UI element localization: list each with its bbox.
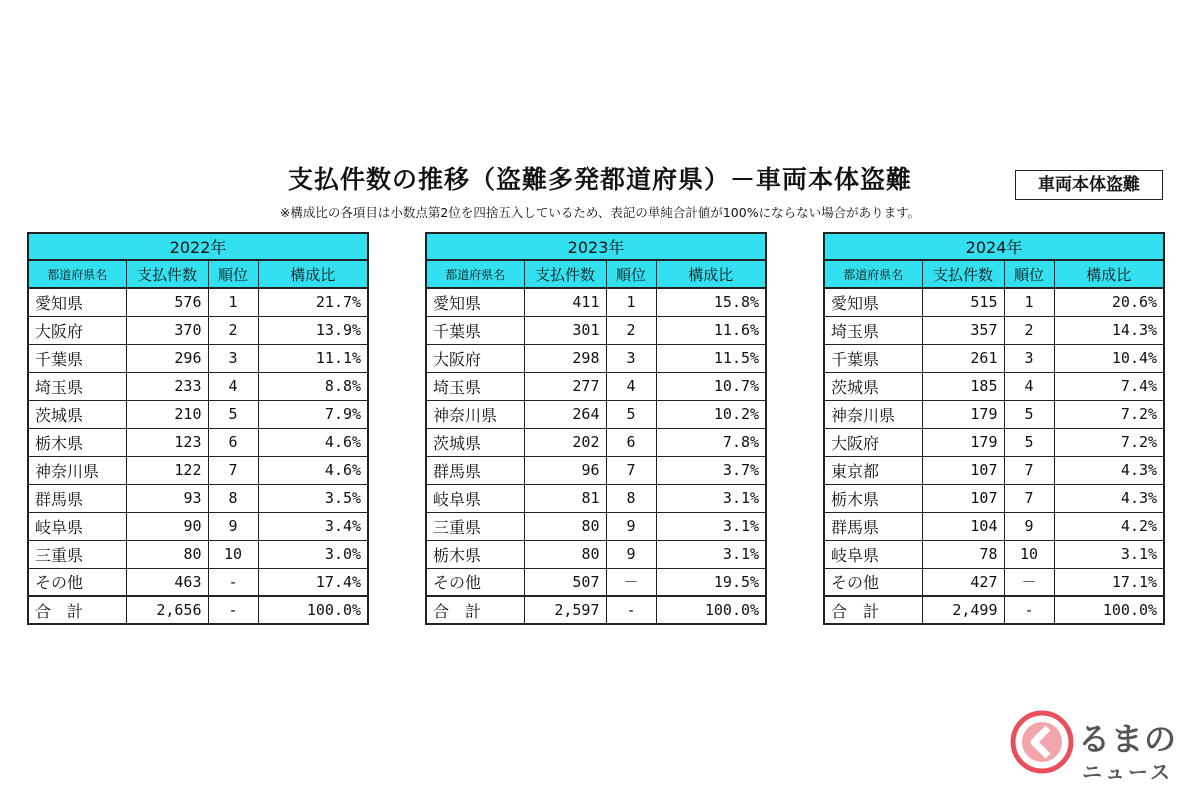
cell-count: 90 xyxy=(126,512,208,540)
cell-count: 104 xyxy=(922,512,1004,540)
cell-rank: 9 xyxy=(606,540,656,568)
cell-count: 264 xyxy=(524,400,606,428)
column-header-ratio: 構成比 xyxy=(656,260,766,288)
cell-rank: 3 xyxy=(606,344,656,372)
column-header-pref: 都道府県名 xyxy=(28,260,126,288)
cell-pref: 愛知県 xyxy=(426,288,524,316)
table-row xyxy=(824,540,1164,568)
table-row xyxy=(824,316,1164,344)
cell-ratio: 15.8% xyxy=(656,288,766,316)
cell-pref: 栃木県 xyxy=(824,484,922,512)
cell-pref: 茨城県 xyxy=(28,400,126,428)
cell-ratio: 20.6% xyxy=(1054,288,1164,316)
table-row xyxy=(28,568,368,596)
year-table-0 xyxy=(27,232,369,625)
cell-ratio: 17.4% xyxy=(258,568,368,596)
logo-text-bottom: ニュース xyxy=(1082,760,1173,784)
cell-count: 80 xyxy=(524,540,606,568)
cell-rank: 7 xyxy=(606,456,656,484)
cell-ratio: 19.5% xyxy=(656,568,766,596)
cell-rank: 1 xyxy=(606,288,656,316)
table-row xyxy=(28,540,368,568)
table-row xyxy=(426,400,766,428)
cell-count: 2,597 xyxy=(524,596,606,624)
total-row xyxy=(28,596,368,624)
cell-pref: 千葉県 xyxy=(426,316,524,344)
table-row xyxy=(28,400,368,428)
cell-ratio: 3.1% xyxy=(656,540,766,568)
cell-count: 301 xyxy=(524,316,606,344)
cell-count: 2,656 xyxy=(126,596,208,624)
cell-count: 80 xyxy=(524,512,606,540)
table-row xyxy=(824,484,1164,512)
cell-pref: 愛知県 xyxy=(824,288,922,316)
cell-pref: 合 計 xyxy=(28,596,126,624)
cell-pref: 合 計 xyxy=(824,596,922,624)
cell-count: 515 xyxy=(922,288,1004,316)
table-row xyxy=(426,512,766,540)
table-row xyxy=(426,288,766,316)
cell-rank: - xyxy=(1004,596,1054,624)
cell-count: 107 xyxy=(922,456,1004,484)
table-row xyxy=(28,512,368,540)
table-row xyxy=(28,428,368,456)
cell-pref: 群馬県 xyxy=(824,512,922,540)
cell-pref: 神奈川県 xyxy=(28,456,126,484)
cell-count: 96 xyxy=(524,456,606,484)
cell-ratio: 7.9% xyxy=(258,400,368,428)
cell-ratio: 10.2% xyxy=(656,400,766,428)
table-row xyxy=(426,456,766,484)
cell-count: 296 xyxy=(126,344,208,372)
cell-count: 80 xyxy=(126,540,208,568)
cell-count: 81 xyxy=(524,484,606,512)
cell-ratio: 17.1% xyxy=(1054,568,1164,596)
cell-count: 179 xyxy=(922,400,1004,428)
cell-rank: - xyxy=(606,596,656,624)
cell-pref: その他 xyxy=(28,568,126,596)
cell-count: 78 xyxy=(922,540,1004,568)
cell-ratio: 4.6% xyxy=(258,456,368,484)
column-header-pref: 都道府県名 xyxy=(426,260,524,288)
cell-rank: 5 xyxy=(1004,428,1054,456)
cell-rank: 7 xyxy=(208,456,258,484)
cell-ratio: 3.1% xyxy=(656,512,766,540)
table-row xyxy=(824,512,1164,540)
cell-ratio: 13.9% xyxy=(258,316,368,344)
cell-rank: － xyxy=(606,568,656,596)
page-title: 支払件数の推移（盗難多発都道府県）－車両本体盗難 xyxy=(287,165,912,194)
cell-pref: 大阪府 xyxy=(426,344,524,372)
cell-count: 277 xyxy=(524,372,606,400)
cell-ratio: 10.7% xyxy=(656,372,766,400)
cell-pref: 岐阜県 xyxy=(28,512,126,540)
year-table-2 xyxy=(823,232,1165,625)
cell-rank: 4 xyxy=(208,372,258,400)
year-header: 2023年 xyxy=(426,233,766,260)
cell-rank: 1 xyxy=(208,288,258,316)
column-header-rank: 順位 xyxy=(1004,260,1054,288)
cell-rank: 9 xyxy=(1004,512,1054,540)
cell-ratio: 11.5% xyxy=(656,344,766,372)
cell-count: 411 xyxy=(524,288,606,316)
cell-count: 298 xyxy=(524,344,606,372)
table-row xyxy=(426,484,766,512)
cell-count: 122 xyxy=(126,456,208,484)
cell-rank: 9 xyxy=(606,512,656,540)
cell-ratio: 4.2% xyxy=(1054,512,1164,540)
cell-pref: 三重県 xyxy=(28,540,126,568)
cell-count: 179 xyxy=(922,428,1004,456)
table-row xyxy=(426,316,766,344)
table-row xyxy=(426,568,766,596)
cell-rank: 1 xyxy=(1004,288,1054,316)
cell-count: 370 xyxy=(126,316,208,344)
cell-ratio: 3.4% xyxy=(258,512,368,540)
cell-rank: 7 xyxy=(1004,456,1054,484)
table-row xyxy=(28,372,368,400)
table-row xyxy=(28,288,368,316)
cell-count: 185 xyxy=(922,372,1004,400)
cell-count: 210 xyxy=(126,400,208,428)
cell-rank: - xyxy=(208,596,258,624)
cell-rank: 4 xyxy=(606,372,656,400)
cell-pref: 東京都 xyxy=(824,456,922,484)
table-row xyxy=(824,344,1164,372)
cell-pref: 埼玉県 xyxy=(28,372,126,400)
table-row xyxy=(28,344,368,372)
cell-count: 2,499 xyxy=(922,596,1004,624)
cell-count: 123 xyxy=(126,428,208,456)
year-header: 2024年 xyxy=(824,233,1164,260)
cell-pref: 神奈川県 xyxy=(426,400,524,428)
cell-count: 427 xyxy=(922,568,1004,596)
cell-rank: 10 xyxy=(1004,540,1054,568)
cell-ratio: 8.8% xyxy=(258,372,368,400)
cell-pref: 埼玉県 xyxy=(824,316,922,344)
cell-ratio: 3.7% xyxy=(656,456,766,484)
table-row xyxy=(824,428,1164,456)
column-header-rank: 順位 xyxy=(208,260,258,288)
cell-count: 93 xyxy=(126,484,208,512)
cell-rank: 5 xyxy=(208,400,258,428)
cell-count: 576 xyxy=(126,288,208,316)
cell-rank: 10 xyxy=(208,540,258,568)
cell-ratio: 11.6% xyxy=(656,316,766,344)
table-row xyxy=(824,456,1164,484)
cell-pref: 茨城県 xyxy=(426,428,524,456)
cell-rank: 2 xyxy=(1004,316,1054,344)
column-header-count: 支払件数 xyxy=(922,260,1004,288)
cell-rank: 9 xyxy=(208,512,258,540)
cell-rank: 8 xyxy=(208,484,258,512)
cell-count: 357 xyxy=(922,316,1004,344)
cell-count: 507 xyxy=(524,568,606,596)
cell-ratio: 3.1% xyxy=(1054,540,1164,568)
cell-pref: その他 xyxy=(426,568,524,596)
cell-pref: 茨城県 xyxy=(824,372,922,400)
cell-count: 463 xyxy=(126,568,208,596)
cell-count: 202 xyxy=(524,428,606,456)
column-header-rank: 順位 xyxy=(606,260,656,288)
table-row xyxy=(28,316,368,344)
table-row xyxy=(426,344,766,372)
cell-pref: 愛知県 xyxy=(28,288,126,316)
cell-ratio: 4.3% xyxy=(1054,484,1164,512)
cell-pref: 群馬県 xyxy=(28,484,126,512)
cell-pref: 三重県 xyxy=(426,512,524,540)
cell-rank: 5 xyxy=(606,400,656,428)
cell-count: 261 xyxy=(922,344,1004,372)
cell-ratio: 7.2% xyxy=(1054,400,1164,428)
cell-pref: 埼玉県 xyxy=(426,372,524,400)
cell-count: 233 xyxy=(126,372,208,400)
cell-pref: 栃木県 xyxy=(426,540,524,568)
cell-ratio: 100.0% xyxy=(656,596,766,624)
column-header-pref: 都道府県名 xyxy=(824,260,922,288)
cell-rank: 5 xyxy=(1004,400,1054,428)
cell-rank: 6 xyxy=(606,428,656,456)
cell-pref: 合 計 xyxy=(426,596,524,624)
column-header-count: 支払件数 xyxy=(524,260,606,288)
cell-pref: 大阪府 xyxy=(824,428,922,456)
logo-k-icon xyxy=(1010,710,1074,774)
column-header-count: 支払件数 xyxy=(126,260,208,288)
footnote: ※構成比の各項目は小数点第2位を四捨五入しているため、表記の単純合計値が100%にならない場合があります。 xyxy=(279,205,921,220)
total-row xyxy=(426,596,766,624)
cell-ratio: 21.7% xyxy=(258,288,368,316)
cell-ratio: 100.0% xyxy=(258,596,368,624)
table-row xyxy=(426,428,766,456)
table-row xyxy=(824,288,1164,316)
cell-pref: 岐阜県 xyxy=(426,484,524,512)
cell-rank: 3 xyxy=(208,344,258,372)
year-table-1 xyxy=(425,232,767,625)
total-row xyxy=(824,596,1164,624)
cell-rank: 4 xyxy=(1004,372,1054,400)
cell-ratio: 3.1% xyxy=(656,484,766,512)
cell-rank: 2 xyxy=(208,316,258,344)
cell-ratio: 4.6% xyxy=(258,428,368,456)
table-row xyxy=(28,456,368,484)
cell-rank: - xyxy=(208,568,258,596)
cell-ratio: 7.4% xyxy=(1054,372,1164,400)
year-header: 2022年 xyxy=(28,233,368,260)
table-row xyxy=(28,484,368,512)
table-row xyxy=(824,568,1164,596)
cell-pref: 神奈川県 xyxy=(824,400,922,428)
cell-ratio: 3.0% xyxy=(258,540,368,568)
cell-rank: 6 xyxy=(208,428,258,456)
cell-ratio: 7.2% xyxy=(1054,428,1164,456)
cell-pref: 岐阜県 xyxy=(824,540,922,568)
cell-pref: 栃木県 xyxy=(28,428,126,456)
cell-ratio: 10.4% xyxy=(1054,344,1164,372)
cell-ratio: 4.3% xyxy=(1054,456,1164,484)
cell-ratio: 14.3% xyxy=(1054,316,1164,344)
category-badge: 車両本体盗難 xyxy=(1015,170,1163,200)
table-row xyxy=(426,372,766,400)
cell-rank: 8 xyxy=(606,484,656,512)
kurumanonews-logo xyxy=(1010,708,1190,796)
cell-rank: 3 xyxy=(1004,344,1054,372)
cell-pref: 大阪府 xyxy=(28,316,126,344)
cell-pref: 千葉県 xyxy=(824,344,922,372)
cell-pref: 群馬県 xyxy=(426,456,524,484)
table-row xyxy=(426,540,766,568)
cell-ratio: 11.1% xyxy=(258,344,368,372)
cell-ratio: 7.8% xyxy=(656,428,766,456)
logo-text-top: るまの xyxy=(1078,720,1178,758)
cell-rank: 7 xyxy=(1004,484,1054,512)
table-row xyxy=(824,400,1164,428)
column-header-ratio: 構成比 xyxy=(1054,260,1164,288)
cell-ratio: 100.0% xyxy=(1054,596,1164,624)
cell-rank: 2 xyxy=(606,316,656,344)
cell-ratio: 3.5% xyxy=(258,484,368,512)
cell-pref: 千葉県 xyxy=(28,344,126,372)
cell-rank: － xyxy=(1004,568,1054,596)
table-row xyxy=(824,372,1164,400)
cell-pref: その他 xyxy=(824,568,922,596)
column-header-ratio: 構成比 xyxy=(258,260,368,288)
cell-count: 107 xyxy=(922,484,1004,512)
